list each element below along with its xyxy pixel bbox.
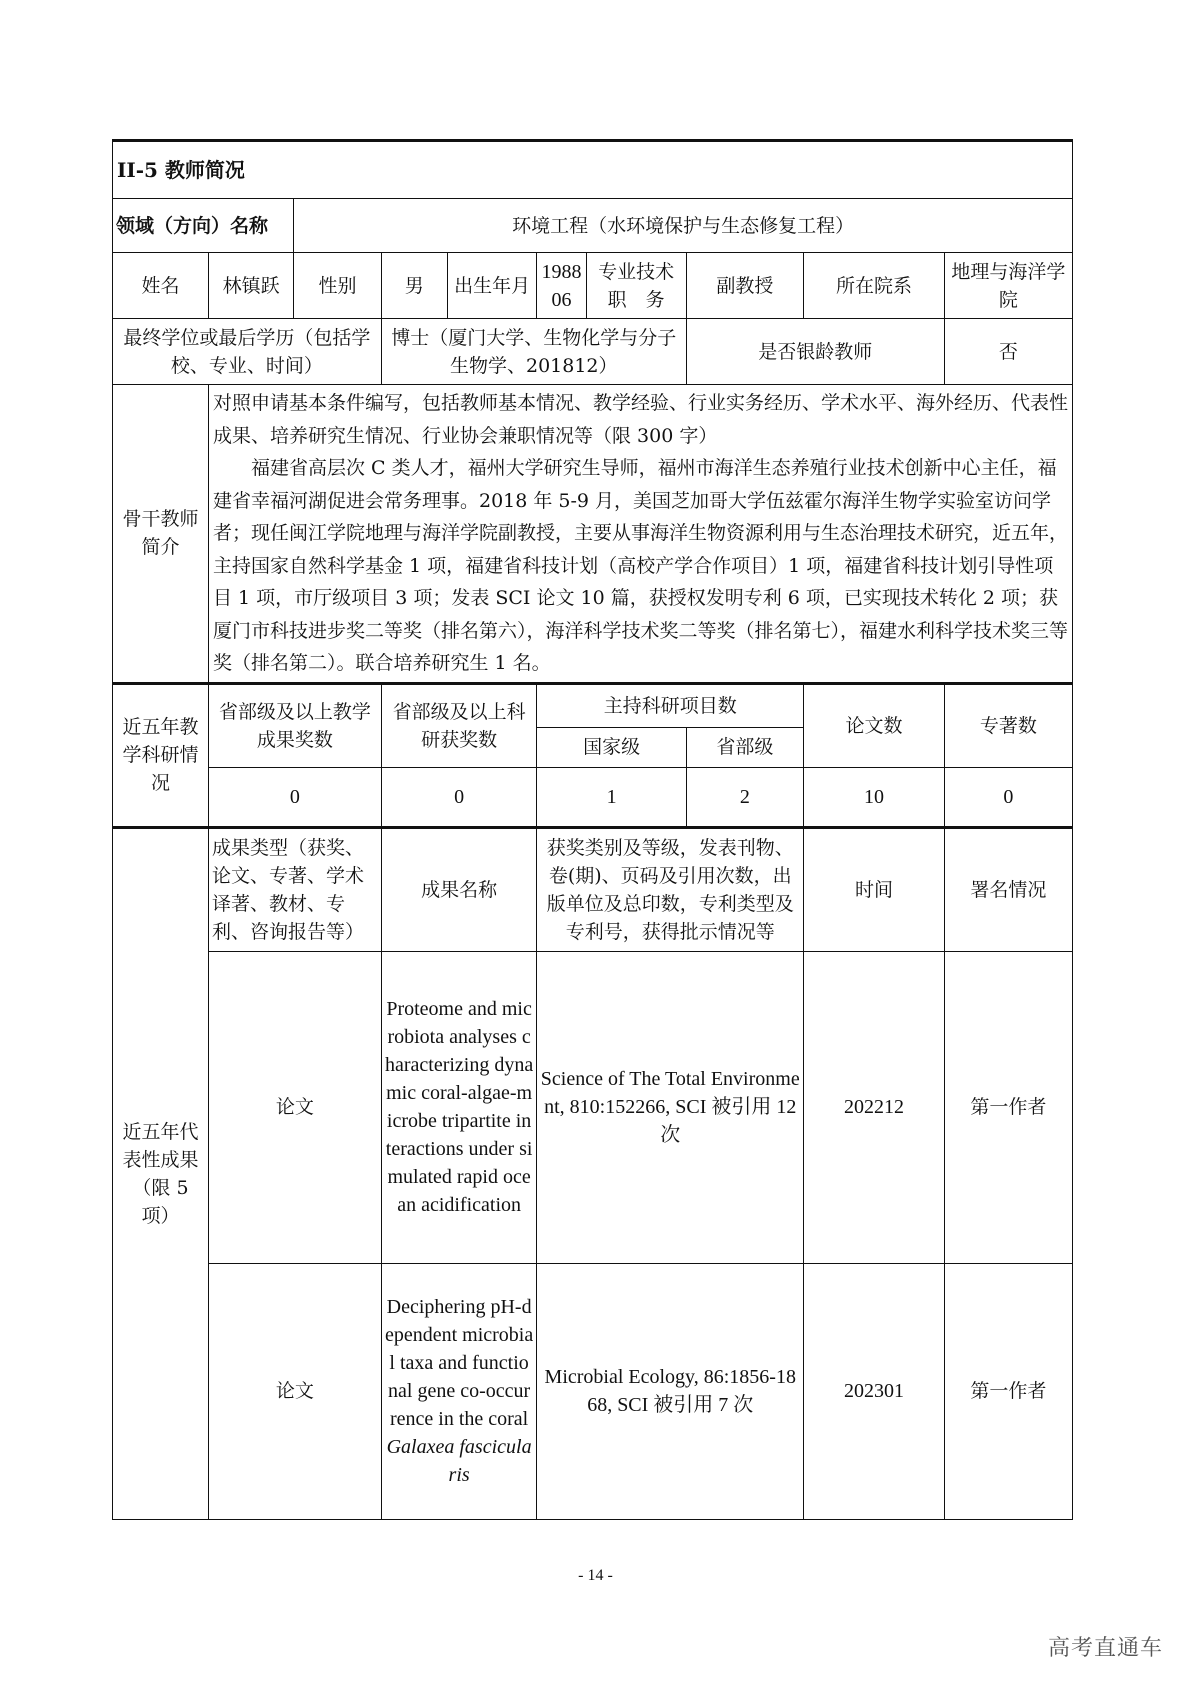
dept-label: 所在院系 (804, 253, 945, 319)
stats-header-papers: 论文数 (804, 683, 945, 767)
degree-value: 博士（厦门大学、生物化学与分子生物学、201812） (381, 319, 686, 385)
silver-label: 是否银龄教师 (686, 319, 944, 385)
achievement-type: 论文 (208, 1263, 381, 1519)
name-label: 姓名 (113, 253, 209, 319)
field-label: 领域（方向）名称 (113, 199, 294, 253)
achievements-header-detail: 获奖类别及等级，发表刊物、卷(期)、页码及引用次数，出版单位及总印数，专利类型及专利号，获得批示情况等 (537, 827, 804, 951)
stats-header-teach-award: 省部级及以上教学成果奖数 (208, 683, 381, 767)
achievement-row (113, 951, 1073, 1263)
page-number: - 14 - (578, 1567, 613, 1584)
achievement-type: 论文 (208, 951, 381, 1263)
field-value: 环境工程（水环境保护与生态修复工程） (294, 199, 1073, 253)
stats-header-books: 专著数 (944, 683, 1072, 767)
dept-value: 地理与海洋学院 (944, 253, 1072, 319)
bio-label: 骨干教师简介 (113, 385, 209, 684)
stats-header-projects: 主持科研项目数 (537, 683, 804, 727)
silver-value: 否 (944, 319, 1072, 385)
stats-header-research-award: 省部级及以上科研获奖数 (381, 683, 537, 767)
achievement-time: 202301 (804, 1263, 945, 1519)
achievement-sign: 第一作者 (944, 951, 1072, 1263)
bio-text: 福建省高层次 C 类人才，福州大学研究生导师，福州市海洋生态养殖行业技术创新中心主任，福建省幸福河湖促进会常务理事。2018 年 5-9 月，美国芝加哥大学伍兹霍尔海洋生物学实验室访问学者；现任闽江学院地理与海洋学院副教授，主要从事海洋生物资源利用与生态治理技术研究，近五年，主持国家自然科学基金 1 项，福建省科技计划（高校产学合作项目）1 项，福建省科技计划引导性项目 1 项，市厅级项目 3 项；发表 SCI 论文 10 篇，获授权发明专利 6 项，已实现技术转化 2 项；获厦门市科技进步奖二等奖（排名第六），海洋科学技术奖二等奖（排名第七），福建水利科学技术奖三等奖（排名第二）。联合培养研究生 1 名。 (212, 457, 1068, 674)
achievements-label: 近五年代表性成果（限 5 项） (113, 827, 209, 1519)
stats-teach-award: 0 (208, 767, 381, 827)
stats-label: 近五年教学科研情况 (113, 683, 209, 827)
degree-label: 最终学位或最后学历（包括学校、专业、时间） (113, 319, 382, 385)
teacher-profile-table (112, 139, 1073, 1520)
birth-value: 198806 (537, 253, 586, 319)
achievement-name-species: Galaxea fascicularis (386, 1436, 532, 1486)
achievement-time: 202212 (804, 951, 945, 1263)
stats-national: 1 (537, 767, 686, 827)
title-value: 副教授 (686, 253, 803, 319)
stats-research-award: 0 (381, 767, 537, 827)
stats-books: 0 (944, 767, 1072, 827)
achievement-row (113, 1263, 1073, 1519)
stats-papers: 10 (804, 767, 945, 827)
achievements-header-sign: 署名情况 (944, 827, 1072, 951)
stats-provincial: 2 (686, 767, 803, 827)
gender-label: 性别 (294, 253, 381, 319)
achievement-sign: 第一作者 (944, 1263, 1072, 1519)
achievement-name-plain: Deciphering pH-dependent microbial taxa and functional gene co-occurrence in the coral (384, 1296, 534, 1430)
name-value: 林镇跃 (208, 253, 293, 319)
achievement-name: Proteome and microbiota analyses characterizing dynamic coral-algae-microbe tripartite interactions under simulated rapid ocean acidification (381, 951, 537, 1263)
watermark-text: 高考直通车 (1047, 1636, 1163, 1661)
achievement-name (381, 1263, 537, 1519)
title-label: 专业技术职 务 (586, 253, 686, 319)
stats-header-national: 国家级 (537, 727, 686, 767)
section-title: II-5 教师简况 (113, 141, 1073, 199)
achievement-detail: Microbial Ecology, 86:1856-1868, SCI 被引用 7 次 (537, 1263, 804, 1519)
birth-label: 出生年月 (447, 253, 537, 319)
stats-header-provincial: 省部级 (686, 727, 803, 767)
achievement-detail: Science of The Total Environment, 810:152266, SCI 被引用 12 次 (537, 951, 804, 1263)
achievements-header-time: 时间 (804, 827, 945, 951)
bio-instruction: 对照申请基本条件编写，包括教师基本情况、教学经验、行业实务经历、学术水平、海外经历、代表性成果、培养研究生情况、行业协会兼职情况等（限 300 字） (212, 392, 1068, 447)
gender-value: 男 (381, 253, 447, 319)
achievements-header-name: 成果名称 (381, 827, 537, 951)
bio-content (208, 385, 1072, 684)
achievements-header-type: 成果类型（获奖、论文、专著、学术译著、教材、专利、咨询报告等） (208, 827, 381, 951)
